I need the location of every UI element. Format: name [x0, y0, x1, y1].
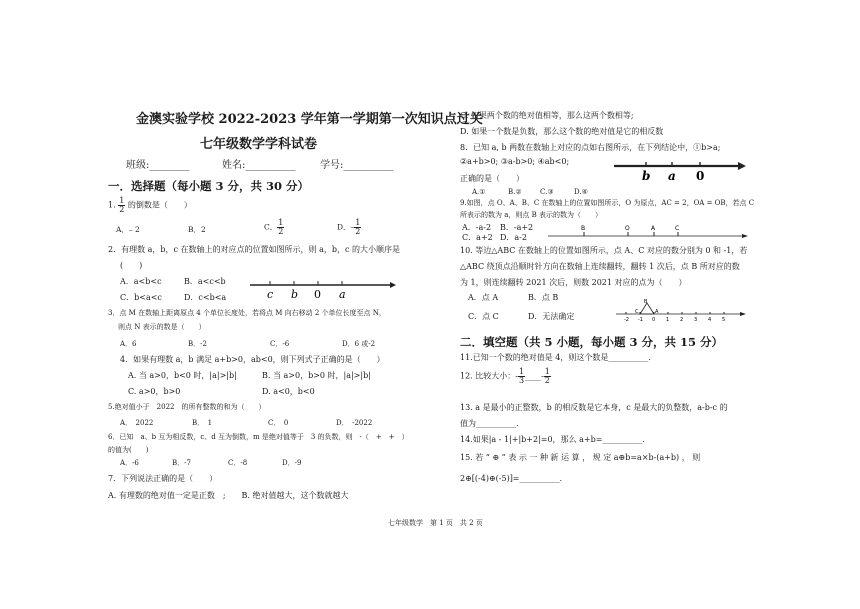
tri-label-C: C [635, 309, 639, 315]
question-3-line1: 3．点 M 在数轴上距离原点 4 个单位长度处，若将点 M 向右移动 2 个单位长度至点 N， [108, 309, 386, 317]
q1-option-a: A．– 2 [116, 225, 140, 234]
q4-option-d: D. a<0，b<0 [262, 387, 315, 396]
q6-option-b: B．-7 [172, 459, 191, 467]
q4-option-b: B. 当 a>0，b>0 时，|a|>|b| [262, 371, 371, 380]
question-5: 5.绝对值小于 2022 的所有整数的和为（ ） [108, 403, 266, 411]
q2-number-line [248, 276, 396, 304]
question-15-line2: 2⊕[(-4)⊕(-5)]=__________. [460, 474, 563, 483]
question-10-line2: △ABC 绕顶点沿顺时针方向在数轴上连续翻转，翻转 1 次后，点 B 所对应的数 [460, 262, 740, 271]
question-1: 1. $\frac{1}{2}$ 的倒数是（ ） [108, 196, 192, 214]
question-6-line1: 6．已知 a、b 互为相反数，c、d 互为倒数，m 是绝对值等于 3 的负数，则 -（ + + ） [108, 433, 409, 441]
axis-tick-label: 0 [652, 317, 656, 323]
question-13-line1: 13. a 是最小的正整数，b 的相反数是它本身，c 是最大的负整数，a-b-c 的 [460, 403, 728, 412]
q7-option-ab: A. 有理数的绝对值一定是正数 ; B. 绝对值越大，这个数就越大 [108, 491, 349, 500]
tri-label-B: B [644, 299, 648, 305]
question-8-line1: 8．已知 a, b 两数在数轴上对应的点如右图所示，在下列结论中，①b>a; [460, 143, 721, 152]
q9-option-d: D．a-2 [500, 233, 527, 242]
axis-tick-label: 2 [680, 317, 684, 323]
q6-option-c: C．-8 [228, 459, 248, 467]
q8-option-d: D.④ [574, 188, 588, 196]
q2-option-b: B．a<c<b [184, 277, 226, 286]
q1-option-b: B．2 [188, 225, 206, 234]
q3-option-a: A．6 [120, 340, 137, 348]
axis-label-0: 0 [696, 169, 705, 183]
axis-label-a: a [668, 169, 676, 183]
q2-paren: ( ) [120, 261, 143, 270]
axis-label-B: B [581, 225, 586, 232]
q1-option-c: C． $\frac{1}{2}$ [264, 218, 284, 236]
q8-number-line [614, 160, 746, 182]
q2-option-c: C．b<a<c [120, 293, 162, 302]
question-9-line2: 所表示的数为 a，则点 B 表示的数为（ ） [460, 211, 602, 219]
question-13-line2: 值为__________. [460, 419, 519, 428]
question-11: 11.已知一个数的绝对值是 4，则这个数是__________. [460, 353, 651, 362]
q9-number-line [548, 222, 748, 240]
q3-option-b: B．-2 [188, 340, 207, 348]
question-15-line1: 15. 若 “ ⊕ ” 表 示 一 种 新 运 算 ， 规 定 a⊕b=a×b-(a+b) ， 则 [460, 453, 701, 462]
question-10-line3: 为 1，则连续翻转 2021 次后，则数 2021 对应的点为（ ） [460, 278, 687, 287]
exam-title: 七年级数学学科试卷 [200, 137, 318, 152]
class-field: 班级:________ [126, 160, 190, 171]
axis-label-a: a [339, 288, 346, 301]
q7-option-c: C. 如果两个数的绝对值相等，那么这两个数相等; [460, 111, 634, 120]
q5-option-b: B． 1 [192, 419, 213, 427]
q4-option-a: A. 当 a>0，b<0 时，|a|>|b| [128, 371, 237, 380]
student-id-field: 学号:__________ [320, 160, 394, 171]
axis-tick-label: -2 [624, 317, 629, 323]
question-4: 4．如果有理数 a，b 满足 a+b>0，ab<0，则下列式子正确的是（ ） [120, 355, 385, 364]
q6-option-d: D．-9 [282, 459, 302, 467]
q10-option-d: D．无法确定 [528, 312, 575, 321]
axis-label-0: 0 [314, 288, 321, 301]
q8-option-b: B.② [508, 188, 522, 196]
q2-option-d: D．c<b<a [184, 293, 227, 302]
q1-option-d: D．– $\frac{1}{2}$ [337, 218, 361, 236]
axis-tick-label: -1 [638, 317, 643, 323]
q10-number-line [616, 298, 748, 324]
q10-option-a: A．点 A [468, 293, 499, 302]
axis-label-O: O [625, 225, 630, 232]
question-14: 14.如果|a - 1|+|b+2|=0，那么 a+b=__________. [460, 435, 645, 444]
axis-tick-label: 4 [708, 317, 712, 323]
q9-option-a: A．-a-2 [462, 223, 492, 232]
q10-option-b: B．点 B [528, 293, 559, 302]
q6-option-a: A．-6 [120, 459, 139, 467]
question-7: 7．下列说法正确的是（ ） [108, 474, 218, 483]
question-10-line1: 10. 等边△ABC 在数轴上的位置如图所示，点 A、C 对应的数分别为 0 和 -1，若 [460, 246, 748, 255]
question-2: 2．有理数 a，b，c 在数轴上的对应点的位置如图所示，则 a，b，c 的大小顺序是 [108, 245, 401, 254]
axis-tick-label: 5 [722, 317, 726, 323]
page-footer: 七年级数学 第 1 页 共 2 页 [388, 519, 483, 527]
axis-label-b: b [291, 288, 299, 301]
q7-option-d: D. 如果一个数是负数，那么这个数的绝对值是它的相反数 [460, 127, 664, 136]
q5-option-c: C． 0 [268, 419, 289, 427]
axis-tick-label: 3 [694, 317, 698, 323]
q4-option-c: C. a>0，b>0 [128, 387, 181, 396]
axis-label-c: c [267, 288, 274, 301]
question-6-line2: 的值为( ) [108, 446, 149, 454]
name-field: 姓名:__________ [222, 160, 296, 171]
q8-option-a: A.① [472, 188, 486, 196]
section-1-heading: 一．选择题（每小题 3 分，共 30 分） [108, 179, 310, 193]
q2-option-a: A．a<b<c [120, 277, 162, 286]
q8-option-c: C.③ [540, 188, 554, 196]
axis-tick-label: 1 [666, 317, 670, 323]
question-8-line2: ②a+b>0; ③a-b>0; ④ab<0; [460, 157, 570, 166]
q10-option-c: C．点 C [468, 312, 499, 321]
q9-option-b: B．-a+2 [500, 223, 534, 232]
q9-option-c: C．a+2 [462, 233, 493, 242]
axis-label-b: b [642, 169, 651, 183]
tri-label-A: A [655, 309, 659, 315]
q5-option-d: D． -2022 [336, 419, 373, 427]
axis-label-A: A [651, 225, 656, 232]
school-title: 金澳实验学校 2022-2023 学年第一学期第一次知识点过关 [136, 112, 483, 127]
q3-option-d: D．6 或-2 [342, 340, 376, 348]
question-3-line2: 则点 N 表示的数是（ ） [118, 323, 206, 331]
fraction: $\frac{1}{2}$ [119, 196, 125, 214]
q5-option-a: A． 2022 [120, 419, 154, 427]
q3-option-c: C．-6 [270, 340, 290, 348]
question-8-line3: 正确的是（ ） [460, 174, 524, 183]
axis-label-C: C [675, 225, 680, 232]
question-9-line1: 9.如图，点 O、A、B、C 在数轴上的位置如图所示，O 为原点，AC = 2，OA = OB，若点 C [460, 199, 755, 207]
section-2-heading: 二．填空题（共 5 小题，每小题 3 分，共 15 分） [460, 335, 724, 349]
question-12: 12. 比较大小：- $\frac{1}{3}$ ____- $\frac{1}{2}$ [460, 367, 550, 385]
